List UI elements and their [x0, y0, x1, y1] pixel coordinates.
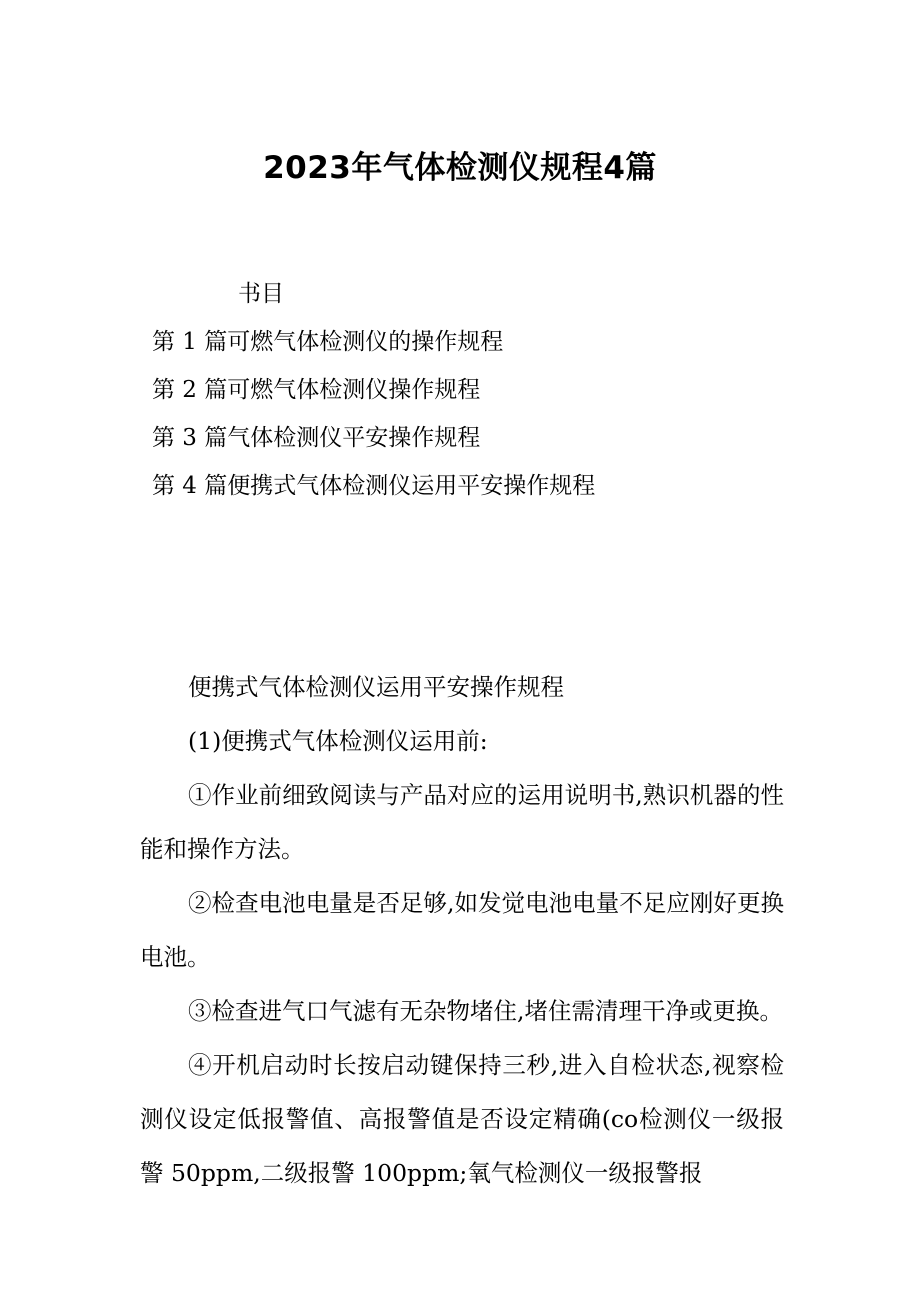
toc-item: 第 1 篇可燃气体检测仪的操作规程: [152, 329, 504, 355]
toc-item: 第 3 篇气体检测仪平安操作规程: [152, 425, 481, 451]
toc-item: 第 2 篇可燃气体检测仪操作规程: [152, 377, 481, 403]
document-title: 2023年气体检测仪规程4篇: [263, 150, 657, 186]
section-heading: 便携式气体检测仪运用平安操作规程: [188, 673, 564, 701]
toc-heading: 书目: [238, 281, 284, 307]
body-paragraph: ③检查进气口气滤有无杂物堵住,堵住需清理干净或更换。: [188, 997, 783, 1025]
document-body: [140, 660, 784, 1200]
body-paragraph: (1)便携式气体检测仪运用前:: [188, 727, 488, 755]
toc-item: 第 4 篇便携式气体检测仪运用平安操作规程: [152, 473, 596, 499]
body-paragraph: ②检查电池电量是否足够,如发觉电池电量不足应刚好更换电池。: [140, 889, 784, 971]
table-of-contents: [152, 326, 595, 518]
body-paragraph: ④开机启动时长按启动键保持三秒,进入自检状态,视察检测仪设定低报警值、高报警值是否设定精确(co检测仪一级报警 50ppm,二级报警 100ppm;氧气检测仪一级报警报: [140, 1051, 784, 1187]
body-paragraph: ①作业前细致阅读与产品对应的运用说明书,熟识机器的性能和操作方法。: [140, 781, 784, 863]
